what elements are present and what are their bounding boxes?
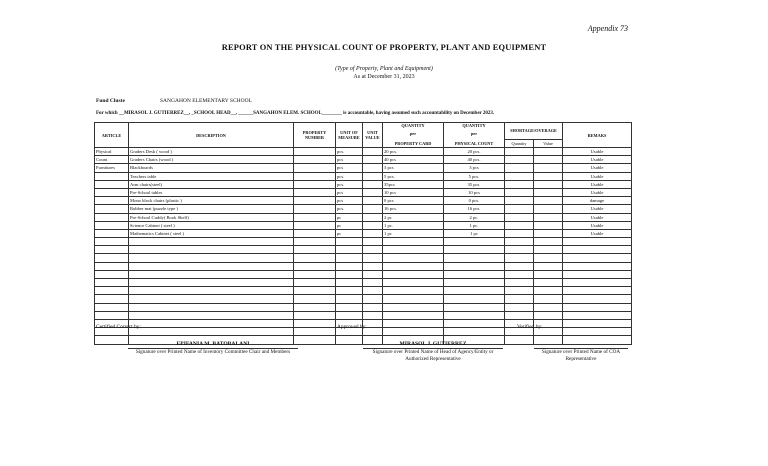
empty-cell — [294, 205, 336, 213]
empty-cell — [444, 279, 505, 287]
empty-cell — [534, 270, 563, 278]
empty-cell — [294, 270, 336, 278]
card-cell: 10 pcs — [383, 188, 444, 196]
table-row — [95, 287, 632, 295]
table-row — [95, 311, 632, 319]
empty-cell — [336, 246, 363, 254]
article-cell — [95, 229, 129, 237]
empty-cell — [505, 287, 534, 295]
empty-cell — [294, 188, 336, 196]
empty-cell — [563, 328, 632, 336]
empty-cell — [294, 303, 336, 311]
empty-cell — [129, 295, 294, 303]
empty-cell — [294, 319, 336, 327]
empty-cell — [505, 311, 534, 319]
empty-cell — [444, 246, 505, 254]
remarks-cell: Usable — [563, 205, 632, 213]
card-cell: 35pcs — [383, 180, 444, 188]
article-cell: Count — [95, 156, 129, 164]
header-qty-card-bottom: PROPERTY CARD — [383, 139, 444, 147]
fund-cluster-label: Fund Cluste — [96, 98, 125, 104]
empty-cell — [505, 246, 534, 254]
empty-cell — [383, 238, 444, 246]
empty-cell — [363, 295, 383, 303]
empty-cell — [336, 279, 363, 287]
article-cell — [95, 172, 129, 180]
count-cell: 5 pcs. — [444, 172, 505, 180]
article-cell — [95, 279, 129, 287]
table-row — [95, 205, 632, 213]
empty-cell — [534, 197, 563, 205]
empty-cell — [444, 295, 505, 303]
count-cell: 10 pcs — [444, 188, 505, 196]
unit-cell: pc — [336, 221, 363, 229]
empty-cell — [363, 303, 383, 311]
table-row — [95, 303, 632, 311]
empty-cell — [563, 279, 632, 287]
empty-cell — [294, 156, 336, 164]
empty-cell — [294, 197, 336, 205]
table-row — [95, 213, 632, 221]
empty-cell — [505, 148, 534, 156]
article-cell — [95, 295, 129, 303]
header-unit-value: UNIT VALUE — [363, 123, 383, 148]
description-cell: Pre-School Cuddy( Book Shelf) — [129, 213, 294, 221]
article-cell — [95, 188, 129, 196]
unit-cell: pcs. — [336, 205, 363, 213]
empty-cell — [294, 246, 336, 254]
card-cell: 3 pcs — [383, 164, 444, 172]
unit-cell: pcs — [336, 197, 363, 205]
empty-cell — [336, 311, 363, 319]
empty-cell — [505, 254, 534, 262]
description-cell: Graders Chairs (wood ) — [129, 156, 294, 164]
empty-cell — [129, 262, 294, 270]
empty-cell — [534, 148, 563, 156]
table-row — [95, 254, 632, 262]
empty-cell — [383, 287, 444, 295]
empty-cell — [444, 270, 505, 278]
table-row — [95, 197, 632, 205]
empty-cell — [363, 164, 383, 172]
article-cell — [95, 180, 129, 188]
card-cell: 20 pcs. — [383, 148, 444, 156]
empty-cell — [383, 295, 444, 303]
empty-cell — [294, 336, 336, 344]
empty-cell — [505, 221, 534, 229]
header-description: DESCRIPTION — [129, 123, 294, 148]
header-qty-card — [383, 123, 444, 140]
empty-cell — [505, 270, 534, 278]
remarks-cell: Usable — [563, 148, 632, 156]
empty-cell — [129, 328, 294, 336]
verified-label: Verified by: — [517, 324, 543, 330]
empty-cell — [534, 172, 563, 180]
approved-label: Approved by: — [337, 324, 367, 330]
empty-cell — [294, 262, 336, 270]
empty-cell — [336, 238, 363, 246]
empty-cell — [336, 254, 363, 262]
table-row — [95, 246, 632, 254]
empty-cell — [534, 156, 563, 164]
card-cell: 16 pcs. — [383, 205, 444, 213]
empty-cell — [444, 303, 505, 311]
table-row — [95, 221, 632, 229]
empty-cell — [444, 311, 505, 319]
empty-cell — [563, 246, 632, 254]
empty-cell — [505, 205, 534, 213]
approver-caption: Signature over Printed Name of Head of Agency/Entity or Authorized Representative — [372, 349, 494, 362]
header-qty-card-mid: per — [409, 131, 417, 136]
header-qty-count-mid: per — [470, 131, 478, 136]
empty-cell — [563, 295, 632, 303]
empty-cell — [505, 229, 534, 237]
unit-cell: pcs. — [336, 172, 363, 180]
card-cell: 0 pcs — [383, 197, 444, 205]
card-cell: 1 pc — [383, 229, 444, 237]
empty-cell — [363, 254, 383, 262]
remarks-cell: damage — [563, 197, 632, 205]
table-row — [95, 295, 632, 303]
empty-cell — [534, 295, 563, 303]
article-cell — [95, 205, 129, 213]
header-qty-count-top: QUANTITY — [462, 123, 486, 128]
empty-cell — [383, 319, 444, 327]
empty-cell — [444, 238, 505, 246]
empty-cell — [534, 262, 563, 270]
report-subtitle: (Type of Property, Plant and Equipment) — [335, 66, 433, 72]
empty-cell — [129, 287, 294, 295]
empty-cell — [383, 270, 444, 278]
empty-cell — [534, 336, 563, 344]
empty-cell — [363, 205, 383, 213]
header-quantity: Quantity — [505, 139, 534, 147]
count-cell: 3 pcs — [444, 164, 505, 172]
empty-cell — [294, 279, 336, 287]
empty-cell — [363, 156, 383, 164]
report-date: As at December 31, 2023 — [353, 74, 415, 80]
empty-cell — [563, 336, 632, 344]
article-cell — [95, 270, 129, 278]
empty-cell — [363, 229, 383, 237]
header-article: ARTICLE — [95, 123, 129, 148]
count-cell: 1 pc. — [444, 221, 505, 229]
table-row — [95, 156, 632, 164]
empty-cell — [534, 279, 563, 287]
empty-cell — [383, 311, 444, 319]
description-cell: Teachers table — [129, 172, 294, 180]
empty-cell — [505, 172, 534, 180]
empty-cell — [363, 279, 383, 287]
table-row — [95, 164, 632, 172]
table-row — [95, 229, 632, 237]
count-cell: 35 pcs. — [444, 180, 505, 188]
property-table — [94, 122, 632, 345]
empty-cell — [383, 328, 444, 336]
report-title: REPORT ON THE PHYSICAL COUNT OF PROPERTY, PLANT AND EQUIPMENT — [221, 43, 547, 52]
article-cell — [95, 254, 129, 262]
empty-cell — [129, 311, 294, 319]
header-shortage-overage: SHORTAGE/OVERAGE — [505, 123, 563, 140]
empty-cell — [294, 221, 336, 229]
article-cell — [95, 336, 129, 344]
certifier-caption: Signature over Printed Name of Inventory Committee Chair and Members — [135, 349, 291, 355]
empty-cell — [505, 262, 534, 270]
empty-cell — [505, 180, 534, 188]
header-unit-of-measure: UNIT OF MEASURE — [336, 123, 363, 148]
empty-cell — [363, 172, 383, 180]
empty-cell — [294, 164, 336, 172]
article-cell — [95, 303, 129, 311]
description-cell: Graders Desk ( wood ) — [129, 148, 294, 156]
empty-cell — [363, 221, 383, 229]
table-row — [95, 172, 632, 180]
certifier-name: EPIFANIA M. BATOBALANI — [176, 341, 250, 347]
empty-cell — [444, 287, 505, 295]
empty-cell — [534, 164, 563, 172]
empty-cell — [505, 213, 534, 221]
description-cell: Arm chairs(steel) — [129, 180, 294, 188]
empty-cell — [294, 180, 336, 188]
empty-cell — [444, 319, 505, 327]
header-property-number: PROPERTY NUMBER — [294, 123, 336, 148]
empty-cell — [336, 336, 363, 344]
remarks-cell: Usable — [563, 172, 632, 180]
empty-cell — [534, 238, 563, 246]
article-cell: Physical — [95, 148, 129, 156]
empty-cell — [129, 319, 294, 327]
empty-cell — [534, 311, 563, 319]
empty-cell — [363, 188, 383, 196]
table-row — [95, 270, 632, 278]
empty-cell — [294, 287, 336, 295]
header-qty-count — [444, 123, 505, 140]
article-cell: Furnitures — [95, 164, 129, 172]
count-cell: 2 pc. — [444, 213, 505, 221]
empty-cell — [563, 287, 632, 295]
empty-cell — [336, 287, 363, 295]
empty-cell — [505, 303, 534, 311]
empty-cell — [383, 303, 444, 311]
empty-cell — [129, 254, 294, 262]
empty-cell — [563, 319, 632, 327]
empty-cell — [294, 213, 336, 221]
description-cell: Rubber mat (puzzle type ) — [129, 205, 294, 213]
empty-cell — [563, 262, 632, 270]
remarks-cell: Usable — [563, 164, 632, 172]
empty-cell — [363, 262, 383, 270]
unit-cell: pc — [336, 229, 363, 237]
empty-cell — [505, 164, 534, 172]
empty-cell — [363, 213, 383, 221]
empty-cell — [444, 254, 505, 262]
empty-cell — [294, 172, 336, 180]
count-cell: 0 pcs. — [444, 197, 505, 205]
header-qty-count-bottom: PHYSICAL COUNT — [444, 139, 505, 147]
remarks-cell: Usable — [563, 229, 632, 237]
description-cell: Blackboards — [129, 164, 294, 172]
empty-cell — [383, 262, 444, 270]
empty-cell — [444, 262, 505, 270]
empty-cell — [534, 246, 563, 254]
approver-name: MIRASOL J. GUTIERREZ — [399, 341, 467, 347]
remarks-cell: Usable — [563, 213, 632, 221]
empty-cell — [294, 238, 336, 246]
article-cell — [95, 246, 129, 254]
verifier-caption: Signature over Printed Name of COA Representative — [541, 349, 621, 362]
unit-cell: pcs. — [336, 180, 363, 188]
empty-cell — [563, 254, 632, 262]
empty-cell — [383, 246, 444, 254]
empty-cell — [129, 279, 294, 287]
fund-cluster-value: SANGAHON ELEMENTARY SCHOOL — [160, 98, 252, 104]
empty-cell — [444, 328, 505, 336]
table-row — [95, 148, 632, 156]
remarks-cell: Usable — [563, 156, 632, 164]
count-cell: 1 pc — [444, 229, 505, 237]
count-cell: 20 pcs. — [444, 148, 505, 156]
certified-label: Certified Correct by: — [96, 324, 141, 330]
empty-cell — [534, 180, 563, 188]
description-cell: Mono block chairs (plastic ) — [129, 197, 294, 205]
description-cell: Mathematics Cabinet ( steel ) — [129, 229, 294, 237]
article-cell — [95, 213, 129, 221]
empty-cell — [383, 279, 444, 287]
accountability-statement: For which __MIRASOL J. GUTIERREZ__, _SCHOOL HEAD__, ______SANGAHON ELEM. SCHOOL________ is accountable, having assumed such accountability on December 2023. — [96, 111, 495, 116]
table-row — [95, 279, 632, 287]
card-cell: 40 pcs — [383, 156, 444, 164]
empty-cell — [534, 287, 563, 295]
article-cell — [95, 287, 129, 295]
table-row — [95, 262, 632, 270]
header-remarks: REMAKS — [563, 123, 632, 148]
table-row — [95, 180, 632, 188]
article-cell — [95, 262, 129, 270]
empty-cell — [336, 262, 363, 270]
unit-cell: pc — [336, 213, 363, 221]
count-cell: 16 pcs. — [444, 205, 505, 213]
description-cell: Science Cabinet ( steel ) — [129, 221, 294, 229]
header-qty-card-top: QUANTITY — [401, 123, 425, 128]
empty-cell — [363, 311, 383, 319]
empty-cell — [129, 246, 294, 254]
empty-cell — [129, 238, 294, 246]
empty-cell — [294, 229, 336, 237]
table-row — [95, 188, 632, 196]
remarks-cell: Usable — [563, 188, 632, 196]
empty-cell — [363, 180, 383, 188]
empty-cell — [563, 270, 632, 278]
empty-cell — [534, 221, 563, 229]
empty-cell — [294, 295, 336, 303]
empty-cell — [363, 238, 383, 246]
unit-cell: pcs. — [336, 148, 363, 156]
empty-cell — [505, 279, 534, 287]
article-cell — [95, 311, 129, 319]
empty-cell — [505, 238, 534, 246]
header-value: Value — [534, 139, 563, 147]
empty-cell — [505, 336, 534, 344]
empty-cell — [363, 287, 383, 295]
empty-cell — [294, 311, 336, 319]
remarks-cell: Usable — [563, 180, 632, 188]
card-cell: 2 pc — [383, 213, 444, 221]
empty-cell — [505, 188, 534, 196]
unit-cell: pcs — [336, 156, 363, 164]
empty-cell — [363, 246, 383, 254]
empty-cell — [534, 254, 563, 262]
empty-cell — [363, 270, 383, 278]
empty-cell — [294, 328, 336, 336]
count-cell: 40 pcs. — [444, 156, 505, 164]
empty-cell — [336, 295, 363, 303]
article-cell — [95, 221, 129, 229]
empty-cell — [505, 156, 534, 164]
empty-cell — [129, 303, 294, 311]
article-cell — [95, 238, 129, 246]
empty-cell — [294, 254, 336, 262]
empty-cell — [534, 205, 563, 213]
empty-cell — [336, 270, 363, 278]
empty-cell — [336, 303, 363, 311]
description-cell: Pre-School tables — [129, 188, 294, 196]
empty-cell — [534, 229, 563, 237]
table-body — [95, 148, 632, 345]
table-row — [95, 238, 632, 246]
empty-cell — [383, 254, 444, 262]
empty-cell — [505, 295, 534, 303]
remarks-cell: Usable — [563, 221, 632, 229]
empty-cell — [534, 188, 563, 196]
card-cell: 1 pc. — [383, 221, 444, 229]
empty-cell — [563, 303, 632, 311]
empty-cell — [534, 213, 563, 221]
empty-cell — [534, 303, 563, 311]
empty-cell — [363, 148, 383, 156]
appendix-label: Appendix 73 — [587, 24, 628, 33]
empty-cell — [563, 311, 632, 319]
empty-cell — [505, 197, 534, 205]
unit-cell: pcs — [336, 164, 363, 172]
article-cell — [95, 197, 129, 205]
empty-cell — [129, 270, 294, 278]
empty-cell — [294, 148, 336, 156]
empty-cell — [563, 238, 632, 246]
empty-cell — [363, 197, 383, 205]
card-cell: 5 pcs. — [383, 172, 444, 180]
unit-cell: pcs — [336, 188, 363, 196]
